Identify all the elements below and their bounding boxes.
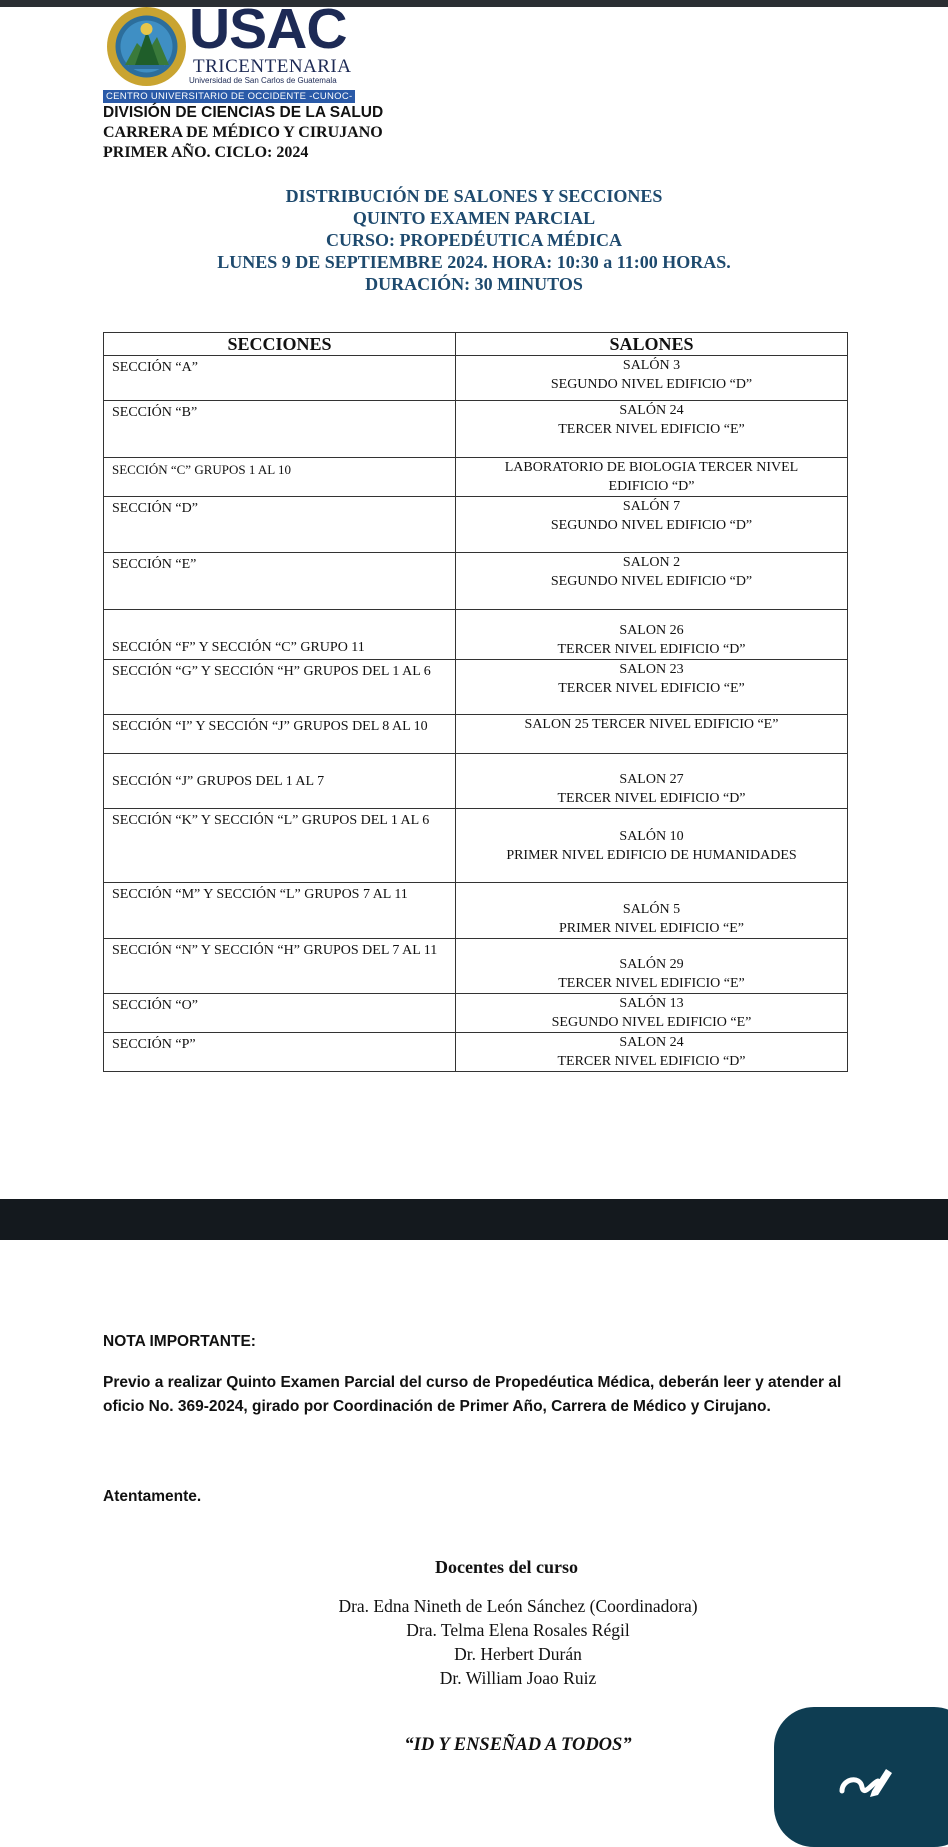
section-cell: SECCIÓN “E” (104, 553, 456, 610)
room-cell (456, 994, 848, 1033)
title-line: CURSO: PROPEDÉUTICA MÉDICA (325, 230, 622, 250)
section-cell: SECCIÓN “K” Y SECCIÓN “L” GRUPOS DEL 1 AL 6 (104, 809, 456, 883)
section-cell: SECCIÓN “P” (104, 1033, 456, 1072)
room-cell (456, 660, 848, 715)
room-name: SALÓN 10 (619, 828, 684, 844)
room-name: SALON 27 (619, 772, 684, 787)
table-row (104, 401, 848, 458)
room-location: EDIFICIO “D” (608, 479, 695, 494)
note-heading: NOTA IMPORTANTE: (103, 1333, 256, 1350)
room-name: SALÓN 24 (619, 403, 684, 418)
section-cell: SECCIÓN “C” GRUPOS 1 AL 10 (104, 458, 456, 497)
top-bar (0, 0, 948, 7)
column-header: SECCIONES (104, 333, 456, 356)
room-location: PRIMER NIVEL EDIFICIO “E” (559, 921, 744, 936)
room-name: SALON 24 (619, 1035, 684, 1050)
note-body: Previo a realizar Quinto Examen Parcial del curso de Propedéutica Médica, deberán leer y atender al oficio No. 369-2024, girado por Coordinación de Primer Año, Carrera de Médico y Cirujano. (103, 1374, 842, 1415)
room-name: SALON 2 (622, 555, 681, 570)
teachers-heading: Docentes del curso (435, 1557, 578, 1577)
university-name: Universidad de San Carlos de Guatemala (189, 76, 337, 85)
room-name: SALON 25 TERCER NIVEL EDIFICIO “E” (524, 717, 779, 732)
teachers-list (0, 1594, 948, 1690)
title-line: DISTRIBUCIÓN DE SALONES Y SECCIONES (285, 186, 663, 206)
room-name: SALÓN 3 (622, 358, 681, 373)
room-cell (456, 939, 848, 994)
room-location: TERCER NIVEL EDIFICIO “D” (557, 1054, 746, 1069)
logo-text: USAC (189, 0, 347, 61)
room-name: SALÓN 13 (619, 996, 684, 1011)
document-titles (0, 185, 948, 295)
room-location: SEGUNDO NIVEL EDIFICIO “D” (550, 574, 753, 589)
room-cell (456, 754, 848, 809)
teacher-name: Dra. Telma Elena Rosales Régil (406, 1620, 630, 1640)
room-location: SEGUNDO NIVEL EDIFICIO “E” (551, 1015, 752, 1030)
room-cell (456, 610, 848, 660)
table-row (104, 809, 848, 883)
title-line: LUNES 9 DE SEPTIEMBRE 2024. HORA: 10:30 a 11:00 HORAS. (217, 252, 731, 272)
room-name: SALON 26 (619, 623, 684, 638)
section-cell: SECCIÓN “J” GRUPOS DEL 1 AL 7 (104, 754, 456, 809)
teacher-name: Dra. Edna Nineth de León Sánchez (Coordinadora) (338, 1596, 698, 1616)
room-location: SEGUNDO NIVEL EDIFICIO “D” (550, 518, 753, 533)
table-row (104, 497, 848, 553)
room-name: SALÓN 5 (622, 902, 681, 917)
room-cell (456, 1033, 848, 1072)
room-name: SALÓN 7 (622, 499, 681, 514)
career-title: CARRERA DE MÉDICO Y CIRUJANO (103, 124, 383, 141)
section-cell: SECCIÓN “F” Y SECCIÓN “C” GRUPO 11 (104, 610, 456, 660)
room-name: SALON 23 (619, 662, 684, 677)
table-row (104, 939, 848, 994)
table-row (104, 553, 848, 610)
table-row (104, 458, 848, 497)
room-location: TERCER NIVEL EDIFICIO “E” (558, 422, 745, 437)
title-line: QUINTO EXAMEN PARCIAL (352, 208, 596, 228)
year-cycle: PRIMER AÑO. CICLO: 2024 (103, 144, 309, 161)
motto: “ID Y ENSEÑAD A TODOS” (404, 1735, 632, 1755)
section-cell: SECCIÓN “A” (104, 356, 456, 401)
page-separator (0, 1199, 948, 1240)
table-row (104, 1033, 848, 1072)
table-row (104, 715, 848, 754)
teacher-name: Dr. William Joao Ruiz (439, 1668, 597, 1688)
room-cell (456, 497, 848, 553)
room-location: SEGUNDO NIVEL EDIFICIO “D” (550, 377, 753, 392)
table-row (104, 994, 848, 1033)
section-cell: SECCIÓN “D” (104, 497, 456, 553)
title-line: DURACIÓN: 30 MINUTOS (365, 274, 583, 294)
room-location: TERCER NIVEL EDIFICIO “E” (558, 681, 745, 696)
division-title: DIVISIÓN DE CIENCIAS DE LA SALUD (103, 104, 384, 121)
university-seal-icon (107, 7, 186, 86)
section-cell: SECCIÓN “M” Y SECCIÓN “L” GRUPOS 7 AL 11 (104, 883, 456, 939)
room-cell (456, 401, 848, 458)
room-cell (456, 809, 848, 883)
section-cell: SECCIÓN “B” (104, 401, 456, 458)
column-header: SALONES (456, 333, 848, 356)
pencil-icon (838, 1761, 898, 1799)
room-location: TERCER NIVEL EDIFICIO “D” (557, 642, 746, 657)
room-cell (456, 715, 848, 754)
table-row (104, 754, 848, 809)
section-cell: SECCIÓN “I” Y SECCIÓN “J” GRUPOS DEL 8 AL 10 (104, 715, 456, 754)
table-row (104, 883, 848, 939)
section-cell: SECCIÓN “G” Y SECCIÓN “H” GRUPOS DEL 1 AL 6 (104, 660, 456, 715)
logo-subtitle: TRICENTENARIA (193, 56, 352, 77)
table-row (104, 356, 848, 401)
room-name: SALÓN 29 (619, 957, 684, 972)
closing: Atentamente. (103, 1488, 202, 1505)
room-cell (456, 553, 848, 610)
teacher-name: Dr. Herbert Durán (454, 1644, 582, 1664)
room-cell (456, 883, 848, 939)
table-row (104, 660, 848, 715)
section-cell: SECCIÓN “O” (104, 994, 456, 1033)
table-header-row (104, 333, 848, 356)
distribution-table (103, 332, 848, 1072)
center-banner: CENTRO UNIVERSITARIO DE OCCIDENTE -CUNOC- (103, 90, 355, 103)
room-location: TERCER NIVEL EDIFICIO “D” (557, 791, 746, 806)
room-name: LABORATORIO DE BIOLOGIA TERCER NIVEL (504, 460, 799, 475)
table-row (104, 610, 848, 660)
room-cell (456, 356, 848, 401)
room-location: PRIMER NIVEL EDIFICIO DE HUMANIDADES (506, 847, 797, 863)
room-location: TERCER NIVEL EDIFICIO “E” (558, 976, 745, 991)
section-cell: SECCIÓN “N” Y SECCIÓN “H” GRUPOS DEL 7 AL 11 (104, 939, 456, 994)
room-cell (456, 458, 848, 497)
